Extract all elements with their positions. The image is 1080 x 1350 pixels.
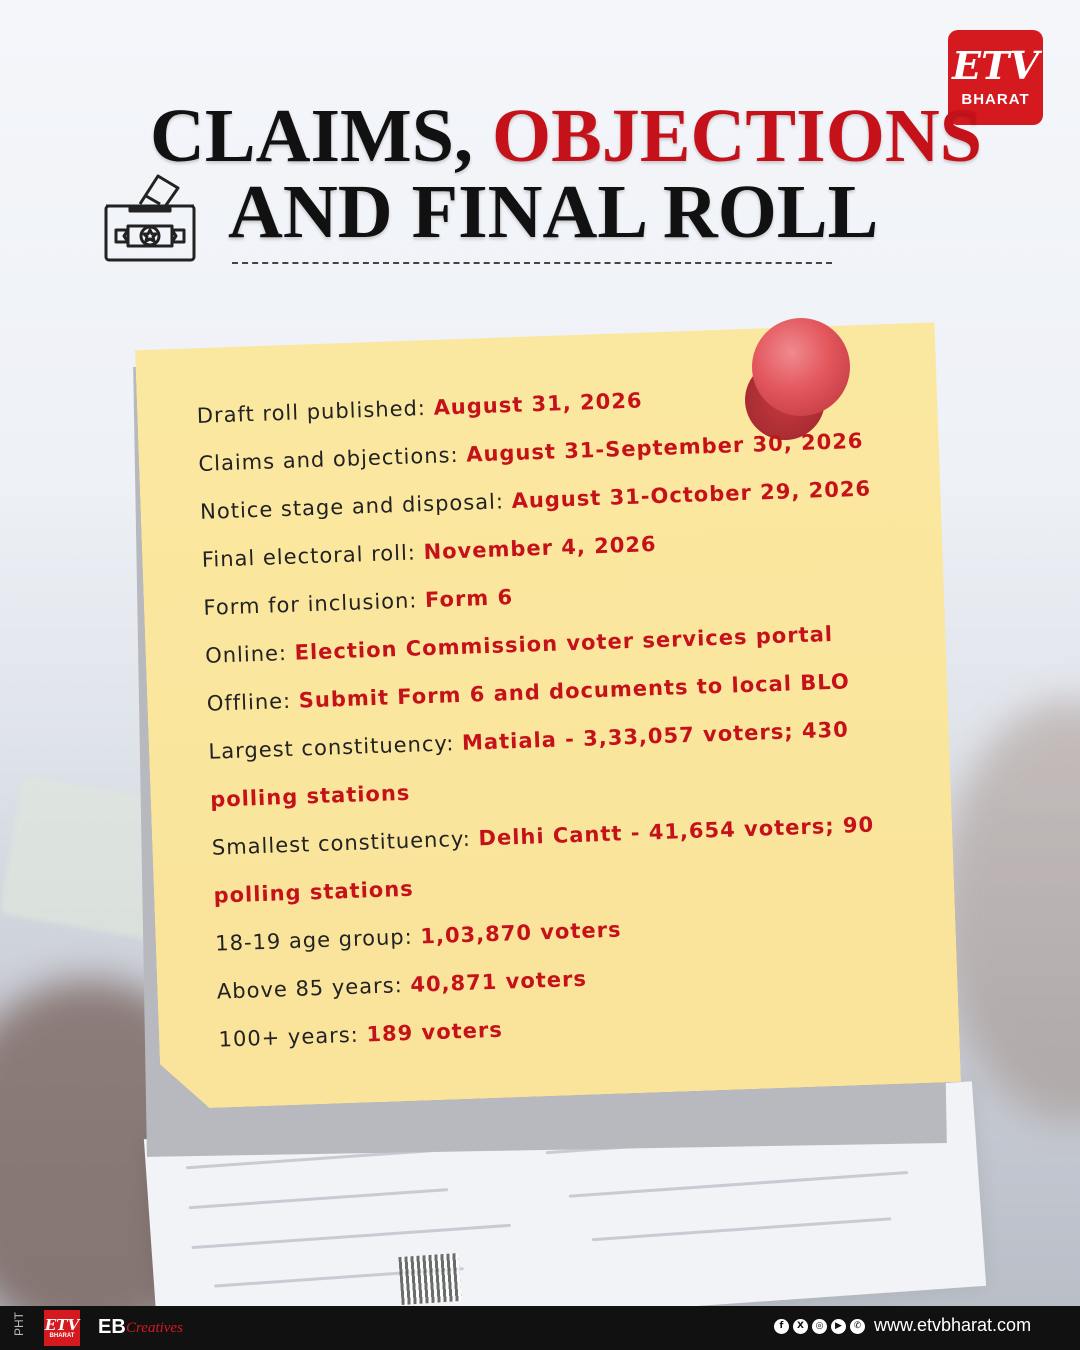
page-title-line2: AND FINAL ROLL: [228, 170, 879, 254]
fact-label: Draft roll published:: [196, 395, 427, 428]
title-part1: CLAIMS,: [150, 94, 493, 178]
logo-mark: ETV: [952, 43, 1039, 88]
ballot-box-icon: [102, 168, 198, 264]
fact-label: Online:: [204, 640, 288, 668]
footer-logo: [44, 1310, 80, 1346]
footer-bar: [0, 1306, 1080, 1350]
fact-label: Claims and objections:: [198, 442, 459, 476]
pht-label: PHT: [12, 1312, 26, 1336]
fact-value: Election Commission voter services portal: [294, 621, 834, 665]
background-hand: [940, 700, 1080, 1120]
fact-value: November 4, 2026: [423, 532, 657, 565]
title-part2: OBJECTIONS: [492, 94, 982, 178]
footer-logo-text: BHARAT: [49, 1332, 75, 1339]
fact-value: August 31-October 29, 2026: [511, 476, 872, 514]
fact-label: Largest constituency:: [208, 731, 455, 764]
fact-label: 100+ years:: [218, 1022, 360, 1052]
fact-label: Notice stage and disposal:: [199, 489, 505, 524]
social-icons: [774, 1319, 865, 1334]
fact-label: Form for inclusion:: [203, 588, 418, 620]
fact-value: Matiala - 3,33,057 voters; 430: [461, 717, 850, 755]
eb-creatives-label: Creatives: [126, 1320, 183, 1336]
fact-label: 18-19 age group:: [214, 924, 414, 956]
website-link[interactable]: www.etvbharat.com: [874, 1315, 1032, 1335]
instagram-icon[interactable]: ◎: [812, 1319, 827, 1334]
fact-value: Submit Form 6 and documents to local BLO: [298, 669, 851, 713]
fact-value: Form 6: [424, 585, 514, 613]
fact-value: polling stations: [209, 780, 411, 812]
page-title-line1: [150, 94, 982, 178]
fact-label: Smallest constituency:: [211, 826, 472, 860]
facts-list: [196, 367, 949, 1064]
fact-value: 1,03,870 voters: [419, 917, 622, 949]
eb-label: EB: [98, 1316, 126, 1338]
qr-code-icon: [398, 1253, 461, 1305]
fact-value: Delhi Cantt - 41,654 voters; 90: [478, 812, 875, 851]
fact-value: 40,871 voters: [409, 966, 588, 997]
fact-value: 189 voters: [366, 1017, 504, 1047]
youtube-icon[interactable]: ▶: [831, 1319, 846, 1334]
x-icon[interactable]: X: [793, 1319, 808, 1334]
fact-label: Offline:: [206, 688, 292, 716]
fact-value: August 31, 2026: [433, 388, 643, 420]
fact-value: August 31-September 30, 2026: [465, 428, 864, 467]
footer-logo-mark: ETV: [44, 1315, 80, 1334]
whatsapp-icon[interactable]: ✆: [850, 1319, 865, 1334]
fact-label: Above 85 years:: [216, 973, 404, 1004]
title-divider: [232, 262, 832, 264]
facebook-icon[interactable]: f: [774, 1319, 789, 1334]
logo-text: BHARAT: [961, 91, 1030, 108]
fact-value: polling stations: [213, 876, 415, 908]
fact-label: Final electoral roll:: [201, 540, 417, 572]
